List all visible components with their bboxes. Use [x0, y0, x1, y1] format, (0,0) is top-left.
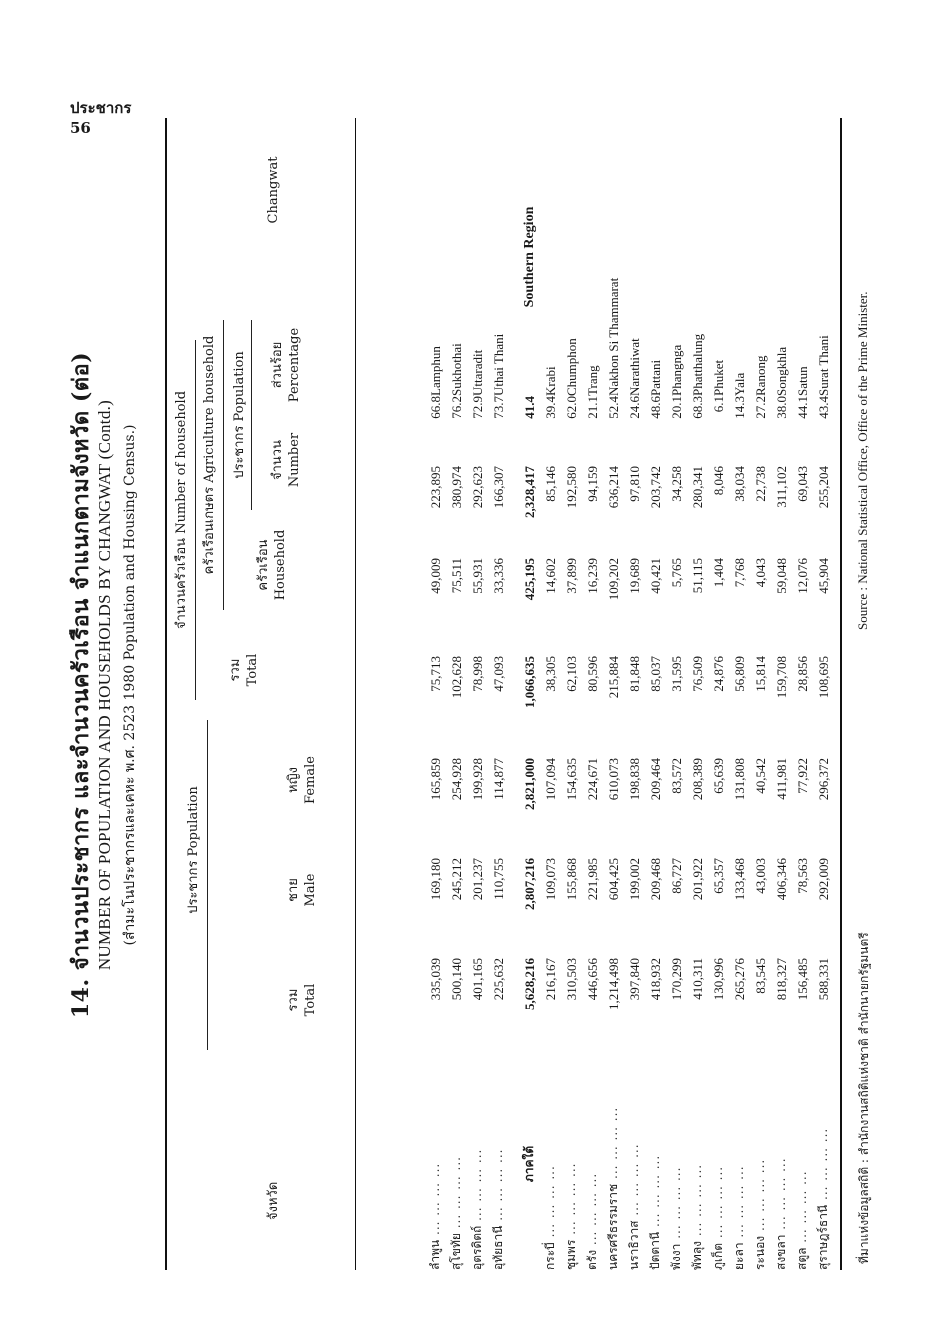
table-row: [750, 118, 771, 1270]
table-row: [425, 118, 446, 1270]
male-cell: 169,180: [427, 858, 443, 901]
changwat-english-cell: Pattani: [647, 359, 663, 396]
header-agri-percent: ส่วนร้อย Percentage: [270, 327, 302, 403]
leader-dots: ... ... ... ...: [648, 1154, 662, 1232]
household-total-cell: 62,103: [563, 656, 579, 692]
leader-dots: ... ... ... ...: [564, 1162, 578, 1240]
female-cell: 83,572: [668, 758, 684, 794]
population-table: [425, 118, 834, 1270]
changwat-thai-cell: ภูเก็ต ... ... ... ...: [711, 1165, 725, 1270]
female-cell: 199,928: [469, 758, 485, 801]
changwat-thai-cell: สงขลา ... ... ... ...: [774, 1157, 788, 1270]
female-cell: 610,073: [605, 758, 621, 801]
leader-dots: ... ... ... ...: [428, 1162, 442, 1240]
agri-household-cell: 5,765: [668, 558, 684, 588]
table-row: [561, 118, 582, 1270]
table-row: [582, 118, 603, 1270]
leader-dots: ... ... ... ...: [753, 1158, 767, 1236]
leader-dots: ... ... ... ...: [585, 1172, 599, 1250]
total-cell: 83,545: [752, 958, 768, 994]
region-row-southern: ภาคใต้ 5,628,216 2,807,216 2,821,000 1,066,635 425,195 2,328,417 41.4 Southern Region: [521, 206, 537, 1183]
bottom-rule: [840, 118, 842, 1270]
leader-dots: ... ... ... ...: [543, 1165, 557, 1243]
agri-percentage-cell: 62.0: [563, 396, 579, 419]
agri-household-cell: 33,336: [490, 558, 506, 594]
header-male: ชาย Male: [286, 873, 318, 907]
female-cell: 296,372: [815, 758, 831, 801]
male-cell: 199,002: [626, 858, 642, 901]
south-rows: [540, 118, 834, 1270]
leader-dots: ... ... ... ...: [491, 1148, 505, 1226]
household-total-cell: 78,998: [469, 656, 485, 692]
changwat-english-cell: Chumphon: [563, 338, 579, 396]
male-cell: 78,563: [794, 858, 810, 894]
household-total-cell: 85,037: [647, 656, 663, 692]
total-cell: 216,167: [542, 958, 558, 1001]
changwat-english-cell: Uthai Thani: [490, 333, 506, 396]
changwat-english-cell: Songkhla: [773, 346, 789, 396]
female-cell: 114,877: [490, 758, 506, 800]
female-cell: 198,838: [626, 758, 642, 801]
agri-percentage-cell: 48.6: [647, 396, 663, 419]
households-group-rule: [195, 340, 196, 700]
female-cell: 154,635: [563, 758, 579, 801]
table-row: [729, 118, 750, 1270]
agri-percentage-cell: 27.2: [752, 396, 768, 419]
agri-population-cell: 94,159: [584, 466, 600, 502]
agri-household-cell: 16,239: [584, 558, 600, 594]
female-cell: 77,922: [794, 758, 810, 794]
male-cell: 155,868: [563, 858, 579, 901]
female-cell: 40,542: [752, 758, 768, 794]
total-cell: 1,214,498: [605, 958, 621, 1010]
male-cell: 133,468: [731, 858, 747, 901]
agri-percentage-cell: 73.7: [490, 396, 506, 419]
male-cell: 201,922: [689, 858, 705, 901]
changwat-thai-cell: กระบี่ ... ... ... ...: [543, 1165, 557, 1270]
male-cell: 110,755: [490, 858, 506, 900]
header-hh-total: รวม Total: [228, 653, 260, 687]
total-cell: 418,932: [647, 958, 663, 1001]
male-cell: 604,425: [605, 858, 621, 901]
household-total-cell: 81,848: [626, 656, 642, 692]
changwat-thai-cell: ยะลา ... ... ... ...: [732, 1165, 746, 1270]
agri-percentage-cell: 72.9: [469, 396, 485, 419]
page-number: 56: [70, 119, 91, 137]
leader-dots: ... ... ... ...: [795, 1170, 809, 1248]
female-cell: 254,928: [448, 758, 464, 801]
header-total: รวม Total: [286, 983, 318, 1017]
changwat-english-cell: Sukhothai: [448, 343, 464, 396]
total-cell: 156,485: [794, 958, 810, 1001]
female-cell: 165,859: [427, 758, 443, 801]
male-cell: 109,073: [542, 858, 558, 901]
leader-dots: ... ... ... ...: [669, 1166, 683, 1244]
agri-population-cell: 22,738: [752, 466, 768, 502]
agri-percentage-cell: 21.1: [584, 396, 600, 419]
table-title-thai: [63, 80, 98, 1290]
agri-household-cell: 37,899: [563, 558, 579, 594]
header-bottom-rule: [355, 118, 356, 1270]
male-cell: 209,468: [647, 858, 663, 901]
agri-household-cell: 40,421: [647, 558, 663, 594]
changwat-thai-cell: สตูล ... ... ... ...: [795, 1170, 809, 1270]
agri-population-cell: 255,204: [815, 466, 831, 509]
header-female: หญิง Female: [286, 756, 318, 804]
agri-percentage-cell: 20.1: [668, 396, 684, 419]
female-cell: 224,671: [584, 758, 600, 801]
changwat-english-cell: Uttaradit: [469, 349, 485, 396]
changwat-english-cell: Krabi: [542, 366, 558, 396]
agri-percentage-cell: 14.3: [731, 396, 747, 419]
leader-dots: ... ... ... ...: [606, 1106, 620, 1184]
total-cell: 401,165: [469, 958, 485, 1001]
changwat-thai-cell: อุทัยธานี ... ... ... ...: [491, 1148, 505, 1270]
total-cell: 446,656: [584, 958, 600, 1001]
agri-percentage-cell: 52.4: [605, 396, 621, 419]
total-cell: 310,503: [563, 958, 579, 1001]
header-households-group: จำนวนครัวเรือน Number of household: [174, 390, 189, 630]
agri-group-rule: [223, 320, 224, 610]
table-row: [540, 118, 561, 1270]
total-cell: 170,299: [668, 958, 684, 1001]
agri-household-cell: 75,511: [448, 558, 464, 594]
household-total-cell: 47,093: [490, 656, 506, 692]
household-total-cell: 38,305: [542, 656, 558, 692]
table-row: [666, 118, 687, 1270]
household-total-cell: 31,595: [668, 656, 684, 692]
changwat-english-cell: Trang: [584, 365, 600, 396]
header-agri-group: ครัวเรือนเกษตร Agriculture household: [202, 335, 217, 575]
agri-household-cell: 45,904: [815, 558, 831, 594]
table-row: [624, 118, 645, 1270]
changwat-english-cell: Narathiwat: [626, 338, 642, 396]
household-total-cell: 15,814: [752, 656, 768, 692]
agri-population-cell: 97,810: [626, 466, 642, 502]
leader-dots: ... ... ... ...: [470, 1148, 484, 1226]
agri-population-rule: [251, 320, 252, 510]
agri-percentage-cell: 38.0: [773, 396, 789, 419]
agri-population-cell: 69,043: [794, 466, 810, 502]
source-english: Source : National Statistical Office, Office of the Prime Minister.: [855, 291, 870, 630]
changwat-english-cell: Phatthalung: [689, 333, 705, 396]
household-total-cell: 108,695: [815, 656, 831, 699]
region-block: [509, 118, 540, 1270]
agri-household-cell: 55,931: [469, 558, 485, 594]
table-row: [813, 118, 834, 1270]
rotated-table-page: [55, 80, 885, 1290]
leader-dots: ... ... ... ...: [627, 1143, 641, 1221]
north-rows: [425, 118, 509, 1270]
changwat-english-cell: Phuket: [710, 359, 726, 396]
table-row: [708, 118, 729, 1270]
leader-dots: ... ... ... ...: [774, 1157, 788, 1235]
male-cell: 43,003: [752, 858, 768, 894]
changwat-thai-cell: พังงา ... ... ... ...: [669, 1166, 683, 1270]
top-rule: [165, 118, 167, 1270]
changwat-thai-cell: ระนอง ... ... ... ...: [753, 1158, 767, 1270]
agri-population-cell: 34,258: [668, 466, 684, 502]
changwat-thai-cell: พัทลุง ... ... ... ...: [690, 1163, 704, 1270]
changwat-english-cell: Nakhon Si Thammarat: [605, 277, 621, 396]
household-total-cell: 215,884: [605, 656, 621, 699]
table-row: [446, 118, 467, 1270]
changwat-thai-cell: สุราษฎร์ธานี ... ... ... ...: [816, 1127, 830, 1270]
agri-household-cell: 4,043: [752, 558, 768, 588]
agri-household-cell: 51,115: [689, 558, 705, 594]
leader-dots: ... ... ... ...: [816, 1127, 830, 1205]
agri-household-cell: 49,009: [427, 558, 443, 594]
total-cell: 818,327: [773, 958, 789, 1001]
changwat-thai-cell: อุตรดิตถ์ ... ... ... ...: [470, 1148, 484, 1270]
header-agri-number: จำนวน Number: [270, 432, 302, 488]
agri-population-cell: 311,102: [773, 466, 789, 508]
male-cell: 221,985: [584, 858, 600, 901]
source-thai: ที่มาแห่งข้อมูลสถิติ : สำนักงานสถิติแห่งชาติ สำนักนายกรัฐมนตรี: [857, 932, 871, 1264]
household-total-cell: 75,713: [427, 656, 443, 692]
changwat-english-cell: Phangnga: [668, 344, 684, 396]
agri-population-cell: 38,034: [731, 466, 747, 502]
agri-population-cell: 223,895: [427, 466, 443, 509]
agri-percentage-cell: 24.6: [626, 396, 642, 419]
population-group-rule: [207, 720, 208, 1050]
header-changwat-english: Changwat: [266, 156, 281, 224]
agri-percentage-cell: 66.8: [427, 396, 443, 419]
leader-dots: ... ... ... ...: [732, 1165, 746, 1243]
agri-population-cell: 192,580: [563, 466, 579, 509]
male-cell: 65,357: [710, 858, 726, 894]
male-cell: 245,212: [448, 858, 464, 901]
table-subtitle: (สำมะโนประชากรและเคหะ พ.ศ. 2523 1980 Population and Housing Census.): [122, 424, 138, 946]
changwat-english-cell: Yala: [731, 372, 747, 396]
agri-household-cell: 1,404: [710, 558, 726, 588]
table-row: [488, 118, 509, 1270]
agri-household-cell: 7,768: [731, 558, 747, 588]
leader-dots: ... ... ... ...: [690, 1163, 704, 1241]
total-cell: 335,039: [427, 958, 443, 1001]
agri-household-cell: 14,602: [542, 558, 558, 594]
header-population-group: ประชากร Population: [186, 786, 201, 914]
changwat-thai-cell: นราธิวาส ... ... ... ...: [627, 1143, 641, 1270]
agri-population-cell: 8,046: [710, 466, 726, 496]
changwat-thai-cell: นครศรีธรรมราช ... ... ... ...: [606, 1106, 620, 1270]
changwat-thai-cell: ชุมพร ... ... ... ...: [564, 1162, 578, 1270]
table-number: 14.: [68, 978, 94, 1019]
total-cell: 225,632: [490, 958, 506, 1001]
agri-population-cell: 380,974: [448, 466, 464, 509]
agri-household-cell: 19,689: [626, 558, 642, 594]
total-cell: 588,331: [815, 958, 831, 1001]
female-cell: 209,464: [647, 758, 663, 801]
agri-population-cell: 85,146: [542, 466, 558, 502]
agri-percentage-cell: 68.3: [689, 396, 705, 419]
total-cell: 397,840: [626, 958, 642, 1001]
total-cell: 410,311: [689, 958, 705, 1000]
header-agri-population: ประชากร Population: [232, 351, 247, 479]
male-cell: 292,009: [815, 858, 831, 901]
agri-percentage-cell: 44.1: [794, 396, 810, 419]
agri-population-cell: 292,623: [469, 466, 485, 509]
female-cell: 131,808: [731, 758, 747, 801]
header-agri-household: ครัวเรือน Household: [256, 529, 288, 601]
table-row: [603, 118, 624, 1270]
agri-household-cell: 59,048: [773, 558, 789, 594]
header-changwat-thai: จังหวัด: [266, 1181, 281, 1220]
table-row: [687, 118, 708, 1270]
household-total-cell: 102,628: [448, 656, 464, 699]
changwat-thai-cell: สุโขทัย ... ... ... ...: [449, 1156, 463, 1270]
agri-population-cell: 636,214: [605, 466, 621, 509]
agri-population-cell: 166,307: [490, 466, 506, 509]
agri-percentage-cell: 39.4: [542, 396, 558, 419]
changwat-english-cell: Ranong: [752, 355, 768, 396]
agri-household-cell: 12,076: [794, 558, 810, 594]
male-cell: 86,727: [668, 858, 684, 894]
female-cell: 65,639: [710, 758, 726, 794]
female-cell: 411,981: [773, 758, 789, 800]
male-cell: 406,346: [773, 858, 789, 901]
table-row: [645, 118, 666, 1270]
table-row: [771, 118, 792, 1270]
changwat-thai-cell: ตรัง ... ... ... ...: [585, 1172, 599, 1270]
changwat-thai-cell: ลำพูน ... ... ... ...: [428, 1162, 442, 1270]
household-total-cell: 28,856: [794, 656, 810, 692]
household-total-cell: 159,708: [773, 656, 789, 699]
agri-percentage-cell: 6.1: [710, 396, 726, 413]
changwat-english-cell: Lamphun: [427, 346, 443, 396]
agri-household-cell: 109,202: [605, 558, 621, 601]
changwat-thai-cell: ปัตตานี ... ... ... ...: [648, 1154, 662, 1270]
agri-percentage-cell: 76.2: [448, 396, 464, 419]
household-total-cell: 56,809: [731, 656, 747, 692]
total-cell: 500,140: [448, 958, 464, 1001]
agri-percentage-cell: 43.4: [815, 396, 831, 419]
agri-population-cell: 203,742: [647, 466, 663, 509]
page-header-label: ประชากร: [70, 99, 132, 117]
household-total-cell: 76,509: [689, 656, 705, 692]
changwat-english-cell: Surat Thani: [815, 335, 831, 396]
household-total-cell: 80,596: [584, 656, 600, 692]
male-cell: 201,237: [469, 858, 485, 901]
table-title-english: NUMBER OF POPULATION AND HOUSEHOLDS BY CHANGWAT (Contd.): [95, 399, 114, 971]
table-title-thai-text: จำนวนประชากร และจำนวนครัวเรือน จำแนกตามจังหวัด (ต่อ): [68, 351, 94, 971]
leader-dots: ... ... ... ...: [711, 1165, 725, 1243]
leader-dots: ... ... ... ...: [449, 1156, 463, 1234]
total-cell: 130,996: [710, 958, 726, 1001]
table-row: [467, 118, 488, 1270]
table-row: [792, 118, 813, 1270]
female-cell: 208,389: [689, 758, 705, 801]
female-cell: 107,094: [542, 758, 558, 801]
agri-population-cell: 280,341: [689, 466, 705, 509]
total-cell: 265,276: [731, 958, 747, 1001]
changwat-english-cell: Satun: [794, 366, 810, 396]
household-total-cell: 24,876: [710, 656, 726, 692]
